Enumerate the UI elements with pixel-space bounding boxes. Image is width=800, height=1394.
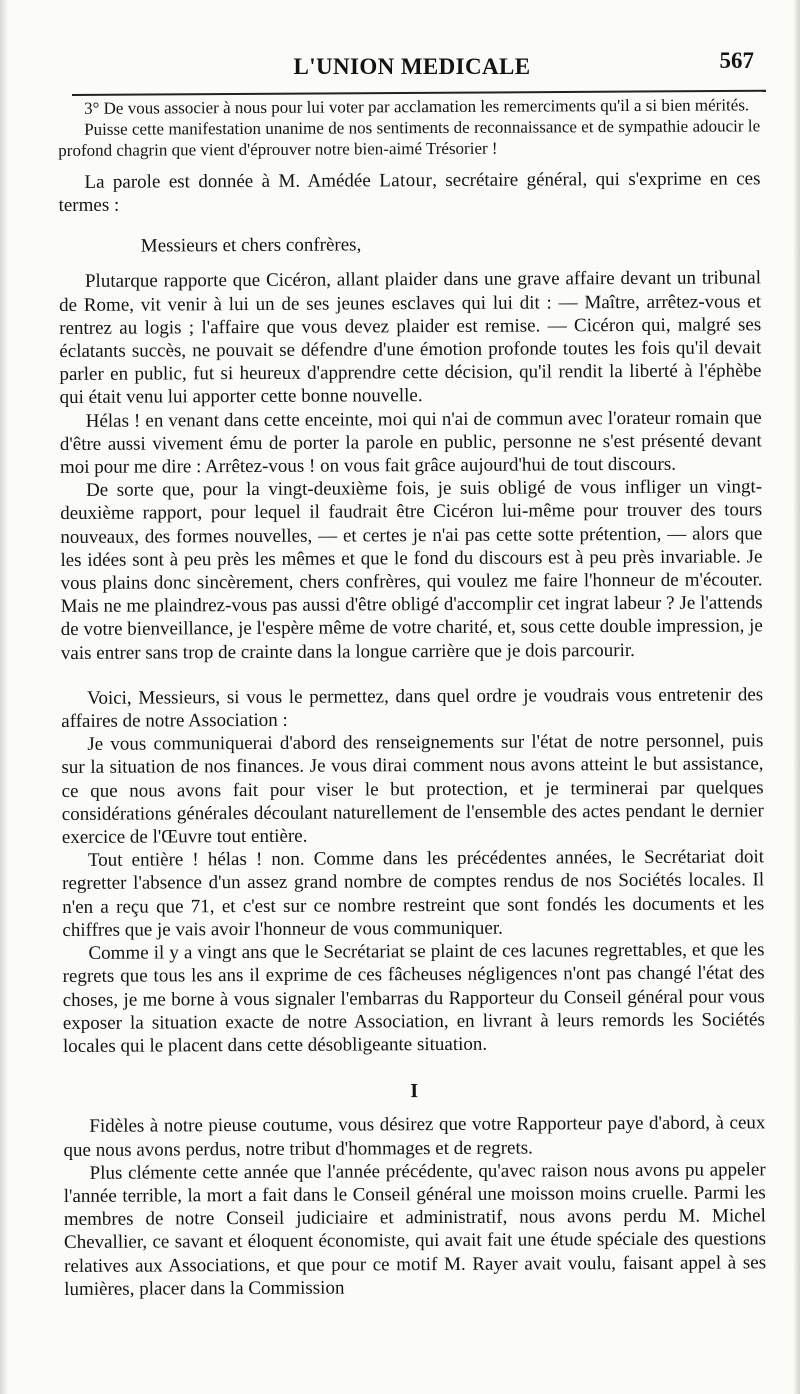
greeting: Messieurs et chers confrères,: [140, 234, 362, 257]
paragraph-plutarque: Plutarque rapporte que Cicéron, allant plaider dans une grave affaire devant un tribunal de Rome, vit venir à lui un de ses jeunes esclaves qui lui dit : — Maître, arrêtez-vous et rentrez au logis ; l'affaire que vous devez plaider est remise. — Cicéron qui, malgré ses éclatants succès, ne pouvait se défendre d'une émotion profonde toutes les fois qu'il devait parler en public, fut si heureux d'apprendre cette décision, qu'il rendit la liberté à l'éphèbe qui était venu lui apporter cette bonne nouvelle.: [59, 267, 762, 409]
speaker-name: Latour: [379, 170, 433, 192]
paragraph-lacunes: Comme il y a vingt ans que le Secrétariat se plaint de ces lacunes regrettables, et que les regrets que tous les ans il exprime de ces fâcheuses négligences n'ont pas changé l'état des choses, je me borne à vous signaler l'embarras du Rapporteur du Conseil général pour vous exposer la situation exacte de notre Association, en livrant à leurs remords les Sociétés locales qui le placent dans cette désobligeante situation.: [62, 939, 765, 1057]
section-number: I: [410, 1080, 419, 1103]
paragraph-helas: Hélas ! en venant dans cette enceinte, moi qui n'ai de commun avec l'orateur romain que d'être aussi vivement ému de porter la parole en public, personne ne s'est présenté devant moi pour me dire : Arrêtez-vous ! on vous fait grâce aujourd'hui de tout discours.: [59, 406, 762, 479]
paragraph-vingt-deuxieme: De sorte que, pour la vingt-deuxième fois, je suis obligé de vous infliger un vingt-deuxième rapport, pour lequel il faudrait être Cicéron lui-même pour trouver des tours nouveaux, des formes nouvelles, — et certes je n'ai pas cette sotte prétention, — alors que les idées sont à peu près les mêmes et que le fond du discours est à peu près invariable. Je vous plains donc sincèrement, chers confrères, qui voulez me faire l'honneur de m'écouter. Mais ne me plaindrez-vous pas aussi d'être obligé d'accomplir cet ingrat labeur ? Je l'attends de votre bienveillance, je l'espère même de votre charité, et, sous cette double impression, je vais entrer sans trop de crainte dans la longue carrière que je dois parcourir.: [60, 476, 763, 664]
paragraph-sympathy: Puisse cette manifestation unanime de nos sentiments de reconnaissance et de sympathie adoucir le profond chagrin que vient d'éprouver notre bien-aimé Trésorier !: [58, 116, 761, 160]
page-number: 567: [719, 48, 754, 73]
page-edge-shadow-left: [0, 0, 8, 1394]
paragraph-acclamation: 3° De vous associer à nous pour lui voter par acclamation les remerciments qu'il a si bien mérités.: [84, 95, 750, 118]
page-edge-shadow-right: [793, 0, 800, 1394]
article-body: [58, 94, 766, 1301]
speaker-intro-after: , secrétaire général, qui s'exprime en ces termes :: [58, 168, 761, 217]
paragraph-fideles: Fidèles à notre pieuse coutume, vous désirez que votre Rapporteur paye d'abord, à ceux que nous avons perdus, notre tribut d'hommages et de regrets.: [63, 1112, 766, 1161]
paragraph-tout-entiere: Tout entière ! hélas ! non. Comme dans les précédentes années, le Secrétariat doit regretter l'absence d'un assez grand nombre de comptes rendus de nos Sociétés locales. Il n'en a reçu que 71, et c'est sur ce nombre restreint que sont fondés les documents et les chiffres que je vais avoir l'honneur de vous communiquer.: [62, 846, 765, 941]
paragraph-plus-clemente: Plus clémente cette année que l'année précédente, qu'avec raison nous avons pu appeler l'année terrible, la mort a fait dans le Conseil général une moisson moins cruelle. Parmi les membres de notre Conseil judiciaire et administratif, nous avons perdu M. Michel Chevallier, ce savant et éloquent économiste, qui avait fait une étude spéciale des questions relatives aux Associations, et que pour ce motif M. Rayer avait voulu, faisant appel à ses lumières, placer dans la Commission: [63, 1159, 767, 1300]
speaker-intro-before: La parole est donnée à M. Amédée: [84, 170, 380, 193]
paragraph-speaker-intro: [58, 167, 760, 217]
paragraph-renseignements: Je vous communiquerai d'abord des renseignements sur l'état de notre personnel, puis sur la situation de nos finances. Je vous dirai comment nous avons atteint le but assistance, ce que nous avons fait pour viser le but protection, et je terminerai par quelques considérations générales découlant naturellement de l'ensemble des actes pendant le dernier exercice de l'Œuvre tout entière.: [61, 730, 764, 849]
paragraph-ordre: Voici, Messieurs, si vous le permettez, dans quel ordre je voudrais vous entretenir des affaires de notre Association :: [61, 684, 764, 733]
page-header: [70, 48, 754, 88]
journal-title: L'UNION MEDICALE: [293, 54, 531, 79]
